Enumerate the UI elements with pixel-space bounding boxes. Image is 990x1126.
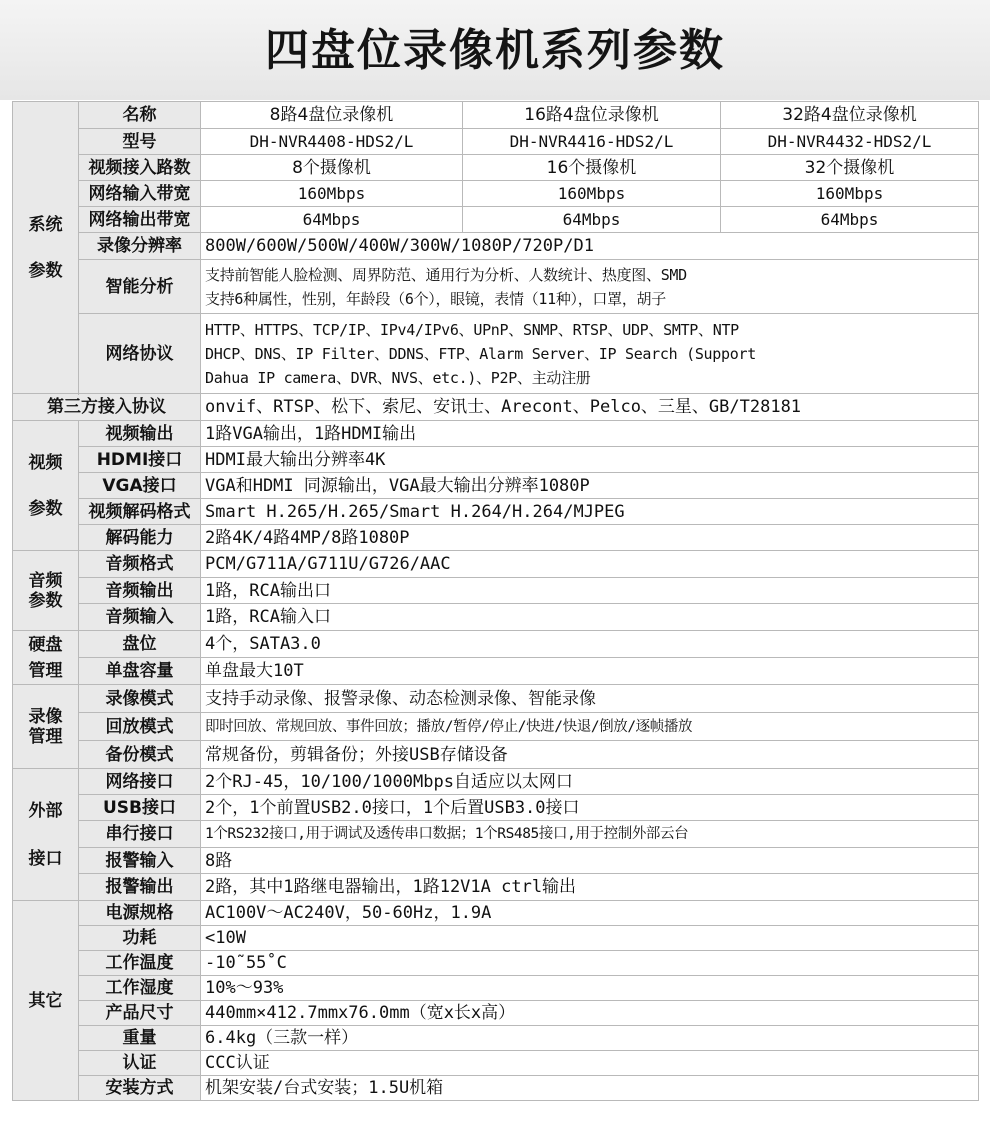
resolution-value: 800W/600W/500W/400W/300W/1080P/720P/D1 — [201, 233, 979, 260]
video-value: HDMI最大输出分辨率4K — [201, 447, 979, 473]
audio-value: 1路，RCA输出口 — [201, 578, 979, 604]
group-other: 其它 — [13, 901, 79, 1101]
video-label: VGA接口 — [79, 473, 201, 499]
record-value: 支持手动录像、报警录像、动态检测录像、智能录像 — [201, 685, 979, 713]
protocol-value: HTTP、HTTPS、TCP/IP、IPv4/IPv6、UPnP、SNMP、RTSP、UDP、SMTP、NTP DHCP、DNS、IP Filter、DDNS、FTP、Alarm Server、IP Search (Support Dahua IP camera、DVR、NVS、etc.)、P2P、主动注册 — [201, 314, 979, 394]
other-label: 工作温度 — [79, 951, 201, 976]
record-row — [13, 741, 979, 769]
out-bandwidth-2: 64Mbps — [463, 207, 721, 233]
external-value: 2个，1个前置USB2.0接口，1个后置USB3.0接口 — [201, 795, 979, 821]
external-row — [13, 821, 979, 848]
external-value: 2个RJ-45，10/100/1000Mbps自适应以太网口 — [201, 769, 979, 795]
record-label: 录像模式 — [79, 685, 201, 713]
external-value: 1个RS232接口,用于调试及透传串口数据；1个RS485接口,用于控制外部云台 — [201, 821, 979, 848]
label-in-bandwidth: 网络输入带宽 — [79, 181, 201, 207]
record-label: 备份模式 — [79, 741, 201, 769]
resolution-row — [13, 233, 979, 260]
smart-row — [13, 260, 979, 314]
model-code-1: DH-NVR4408-HDS2/L — [201, 129, 463, 155]
group-video: 视频 参数 — [13, 421, 79, 551]
label-smart: 智能分析 — [79, 260, 201, 314]
video-label: 视频输出 — [79, 421, 201, 447]
model-code-3: DH-NVR4432-HDS2/L — [721, 129, 979, 155]
other-row — [13, 1076, 979, 1101]
in-bandwidth-row — [13, 181, 979, 207]
other-value: 440mm×412.7mmx76.0mm（宽x长x高） — [201, 1001, 979, 1026]
external-row — [13, 769, 979, 795]
label-model: 型号 — [79, 129, 201, 155]
model-name-1: 8路4盘位录像机 — [201, 102, 463, 129]
audio-label: 音频输出 — [79, 578, 201, 604]
video-value: Smart H.265/H.265/Smart H.264/H.264/MJPEG — [201, 499, 979, 525]
external-row — [13, 874, 979, 901]
video-row — [13, 525, 979, 551]
label-protocol: 网络协议 — [79, 314, 201, 394]
other-label: 安装方式 — [79, 1076, 201, 1101]
label-third-party: 第三方接入协议 — [13, 394, 201, 421]
audio-value: 1路，RCA输入口 — [201, 604, 979, 631]
out-bandwidth-3: 64Mbps — [721, 207, 979, 233]
in-bandwidth-3: 160Mbps — [721, 181, 979, 207]
other-row — [13, 1001, 979, 1026]
page-title: 四盘位录像机系列参数 — [265, 25, 725, 76]
group-disk: 硬盘 管理 — [13, 631, 79, 685]
other-row — [13, 976, 979, 1001]
video-value: 1路VGA输出，1路HDMI输出 — [201, 421, 979, 447]
external-row — [13, 848, 979, 874]
protocol-row — [13, 314, 979, 394]
model-code-2: DH-NVR4416-HDS2/L — [463, 129, 721, 155]
disk-label: 盘位 — [79, 631, 201, 658]
other-row — [13, 926, 979, 951]
external-label: 网络接口 — [79, 769, 201, 795]
other-row — [13, 901, 979, 926]
other-row — [13, 1051, 979, 1076]
group-system: 系统 参数 — [13, 102, 79, 394]
record-row — [13, 685, 979, 713]
model-row — [13, 129, 979, 155]
record-row — [13, 713, 979, 741]
other-value: -10˜55˚C — [201, 951, 979, 976]
video-label: HDMI接口 — [79, 447, 201, 473]
disk-label: 单盘容量 — [79, 658, 201, 685]
other-value: 机架安装/台式安装；1.5U机箱 — [201, 1076, 979, 1101]
disk-row — [13, 631, 979, 658]
record-value: 即时回放、常规回放、事件回放；播放/暂停/停止/快进/快退/倒放/逐帧播放 — [201, 713, 979, 741]
third-party-value: onvif、RTSP、松下、索尼、安讯士、Arecont、Pelco、三星、GB/T28181 — [201, 394, 979, 421]
video-value: VGA和HDMI 同源输出，VGA最大输出分辨率1080P — [201, 473, 979, 499]
other-row — [13, 951, 979, 976]
other-label: 电源规格 — [79, 901, 201, 926]
disk-value: 4个，SATA3.0 — [201, 631, 979, 658]
external-value: 8路 — [201, 848, 979, 874]
channels-row — [13, 155, 979, 181]
external-label: 报警输入 — [79, 848, 201, 874]
in-bandwidth-1: 160Mbps — [201, 181, 463, 207]
video-label: 解码能力 — [79, 525, 201, 551]
video-row — [13, 473, 979, 499]
audio-label: 音频格式 — [79, 551, 201, 578]
channels-3: 32个摄像机 — [721, 155, 979, 181]
other-label: 重量 — [79, 1026, 201, 1051]
external-label: 报警输出 — [79, 874, 201, 901]
audio-value: PCM/G711A/G711U/G726/AAC — [201, 551, 979, 578]
external-value: 2路，其中1路继电器输出，1路12V1A ctrl输出 — [201, 874, 979, 901]
video-row — [13, 499, 979, 525]
group-audio: 音频 参数 — [13, 551, 79, 631]
audio-row — [13, 551, 979, 578]
label-channels: 视频接入路数 — [79, 155, 201, 181]
video-label: 视频解码格式 — [79, 499, 201, 525]
other-value: <10W — [201, 926, 979, 951]
out-bandwidth-row — [13, 207, 979, 233]
label-out-bandwidth: 网络输出带宽 — [79, 207, 201, 233]
video-row — [13, 421, 979, 447]
video-value: 2路4K/4路4MP/8路1080P — [201, 525, 979, 551]
video-row — [13, 447, 979, 473]
model-name-2: 16路4盘位录像机 — [463, 102, 721, 129]
external-label: USB接口 — [79, 795, 201, 821]
other-label: 认证 — [79, 1051, 201, 1076]
label-name: 名称 — [79, 102, 201, 129]
audio-label: 音频输入 — [79, 604, 201, 631]
group-external: 外部 接口 — [13, 769, 79, 901]
header-row — [13, 102, 979, 129]
other-value: AC100V～AC240V，50-60Hz，1.9A — [201, 901, 979, 926]
other-value: 6.4kg（三款一样） — [201, 1026, 979, 1051]
disk-row — [13, 658, 979, 685]
other-row — [13, 1026, 979, 1051]
record-value: 常规备份，剪辑备份；外接USB存储设备 — [201, 741, 979, 769]
channels-1: 8个摄像机 — [201, 155, 463, 181]
audio-row — [13, 578, 979, 604]
channels-2: 16个摄像机 — [463, 155, 721, 181]
other-value: 10%～93% — [201, 976, 979, 1001]
external-label: 串行接口 — [79, 821, 201, 848]
model-name-3: 32路4盘位录像机 — [721, 102, 979, 129]
other-value: CCC认证 — [201, 1051, 979, 1076]
spec-table — [12, 101, 979, 1101]
group-record: 录像 管理 — [13, 685, 79, 769]
disk-value: 单盘最大10T — [201, 658, 979, 685]
third-party-row — [13, 394, 979, 421]
record-label: 回放模式 — [79, 713, 201, 741]
other-label: 功耗 — [79, 926, 201, 951]
smart-value: 支持前智能人脸检测、周界防范、通用行为分析、人数统计、热度图、SMD 支持6种属性，性别，年龄段（6个），眼镜，表情（11种），口罩，胡子 — [201, 260, 979, 314]
audio-row — [13, 604, 979, 631]
other-label: 产品尺寸 — [79, 1001, 201, 1026]
label-resolution: 录像分辨率 — [79, 233, 201, 260]
title-bar — [0, 0, 990, 100]
external-row — [13, 795, 979, 821]
other-label: 工作湿度 — [79, 976, 201, 1001]
out-bandwidth-1: 64Mbps — [201, 207, 463, 233]
in-bandwidth-2: 160Mbps — [463, 181, 721, 207]
